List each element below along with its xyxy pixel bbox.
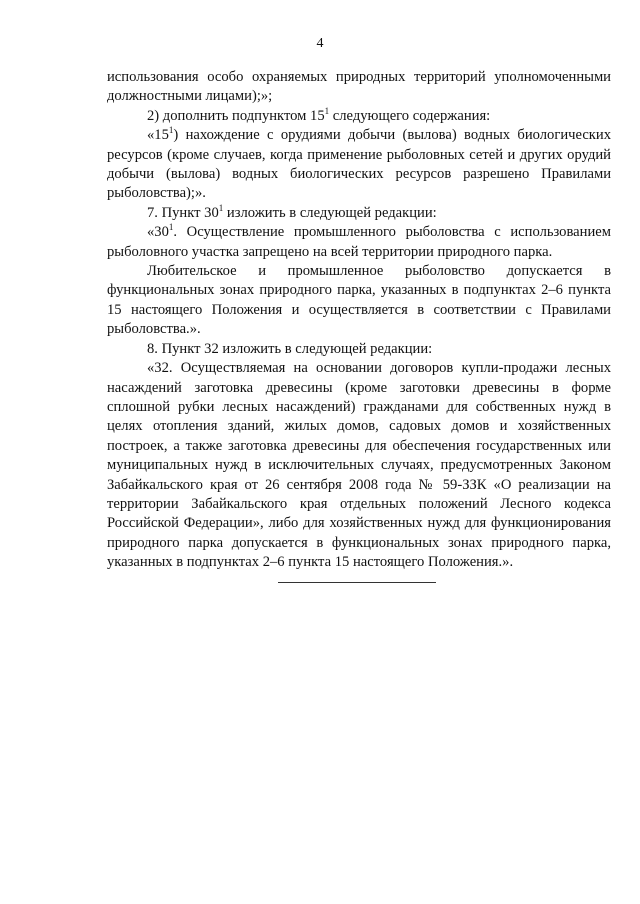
text-segment: ) нахождение с орудиями добычи (вылова) водных биологических ресурсов (кроме случаев, когда применение рыболовных сетей и других орудий добычи (вылова) водных биологических ресурсов разрешено Правилами рыболовства);». (107, 127, 611, 202)
text-segment: «30 (147, 224, 169, 241)
paragraph-point-30-1 (107, 223, 611, 262)
paragraph-continuation: использования особо охраняемых природных территорий уполномоченными должностными лицами);»; (107, 69, 611, 105)
superscript: 1 (168, 222, 174, 233)
superscript: 1 (218, 202, 224, 213)
superscript: 1 (168, 125, 174, 136)
text-segment: изложить в следующей редакции: (223, 204, 437, 221)
paragraph-subpoint-15-1 (107, 126, 611, 204)
paragraph-amendment-subpoint (107, 107, 611, 126)
document-body (107, 68, 611, 573)
paragraph-point-8: 8. Пункт 32 изложить в следующей редакции: (147, 340, 433, 357)
page-number: 4 (316, 36, 324, 51)
paragraph-point-7 (107, 204, 611, 223)
text-segment: следующего содержания: (329, 107, 491, 124)
text-segment: . Осуществление промышленного рыболовства с использованием рыболовного участка запрещено на всей территории природного парка. (107, 224, 611, 260)
text-segment: 2) дополнить подпунктом 15 (147, 107, 325, 124)
superscript: 1 (324, 105, 330, 116)
paragraph-point-32: «32. Осуществляемая на основании договоров купли-продажи лесных насаждений заготовка древесины (кроме заготовки древесины в форме сплошной рубки лесных насаждений) гражданами для собственных нужд в целях отопления зданий, жилых домов, садовых домов и хозяйственных построек, а также заготовка древесины для обеспечения государственных или муниципальных нужд в исключительных случаях, предусмотренных Законом Забайкальского края от 26 сентября 2008 года № 59-ЗЗК «О реализации на территории Забайкальского края отдельных положений Лесного кодекса Российской Федерации», либо для хозяйственных нужд для функционирования природного парка допускается в функциональных зонах природного парка, указанных в подпунктах 2–6 пункта 15 настоящего Положения.». (107, 360, 611, 571)
text-segment: 7. Пункт 30 (147, 204, 219, 221)
paragraph-fishing: Любительское и промышленное рыболовство допускается в функциональных зонах природного парка, указанных в подпунктах 2–6 пункта 15 настоящего Положения и осуществляется в соответствии с Правилами рыболовства.». (107, 263, 611, 338)
text-segment: «15 (147, 127, 169, 144)
end-divider (278, 582, 436, 583)
